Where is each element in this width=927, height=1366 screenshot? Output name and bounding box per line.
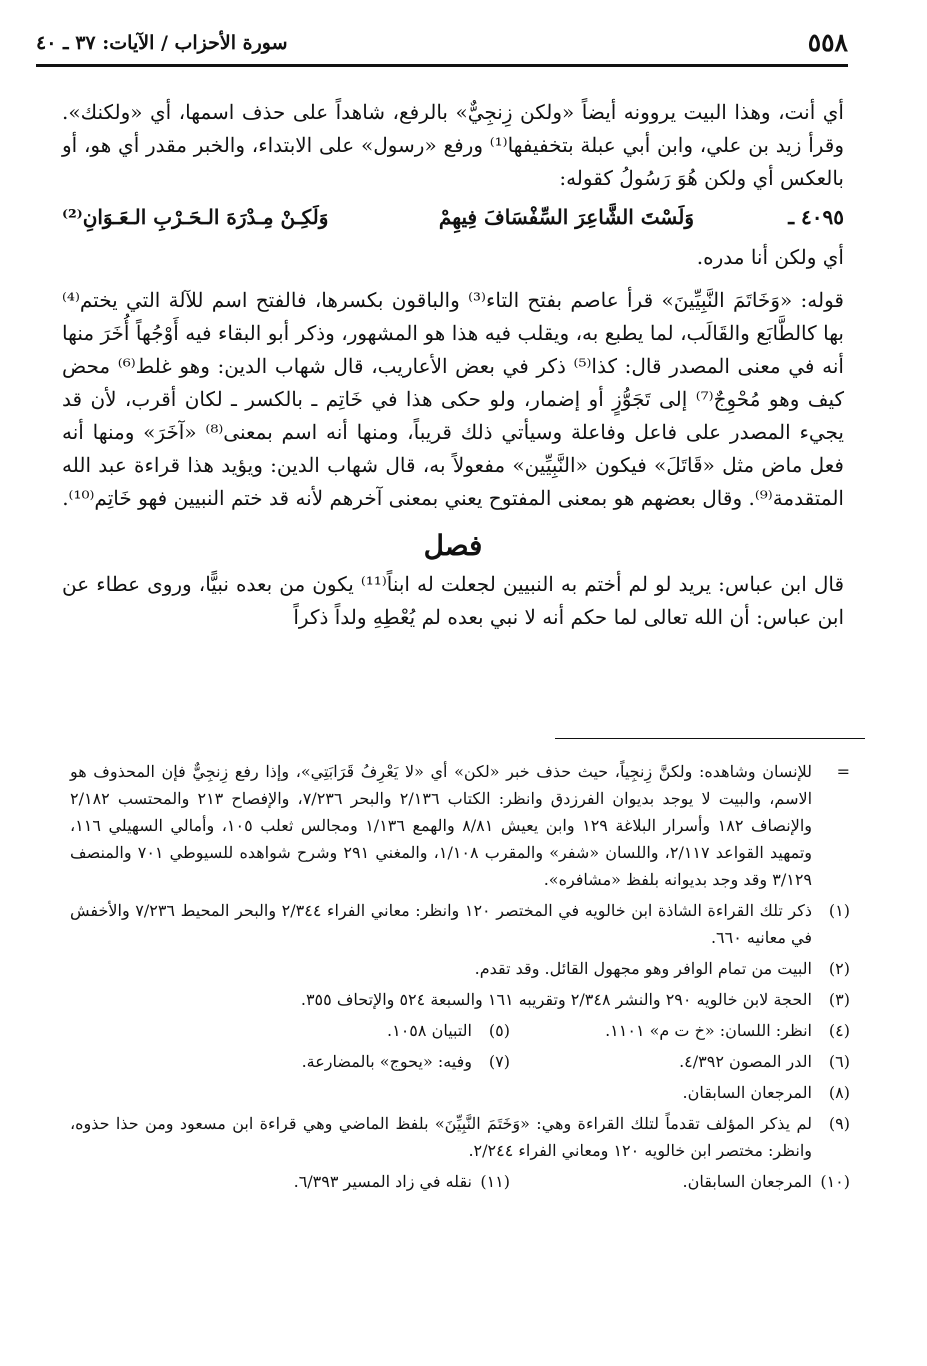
footnote-mark: (١) bbox=[828, 901, 850, 920]
footnote-text: للإنسان وشاهده: ولكنَّ زِنجِياً، حيث حذف خبر «لكن» أي «لا يَعْرِفُ قَرَابَتِي»، وإذا رفع زِنجِيٌّ فإن المحذوف هو الاسم، والبيت لا يوجد بديوان الفرزدق وانظر: الكتاب ٢/١٣٦ والبحر ٧/٢٣٦، والإفصاح ٢١٣ والمحتسب ٢/١٨٢ والإنصاف ١٨٢ وأسرار البلاغة ١٢٩ وابن يعيش ٨/٨١ والهمع ١/١٣٦ ومجالس ثعلب ١٠٥، وأمالي السهيلي ١١٦، وتمهيد القواعد ٢/١١٧، واللسان «شفر» والمقرب ١/١٠٨، والمغني ٢٩١ وشرح شواهده للسيوطي ٧٠١ والمنصف ٣/١٢٩ وقد وجد بديوانه بلفظ «مشافره». bbox=[70, 762, 813, 889]
footnote-continuation bbox=[70, 758, 850, 893]
footnote-item bbox=[70, 897, 850, 951]
footnote-item bbox=[70, 1079, 850, 1106]
footnote-item bbox=[70, 955, 850, 982]
footnote-item bbox=[510, 1048, 850, 1075]
footnote-item bbox=[302, 1048, 510, 1075]
footnote-text: لم يذكر المؤلف تقدماً لتلك القراءة وهي: «وَخَتَمَ النَّبِيِّنَ» بلفظ الماضي وهي قراءة ابن مسعود ومن حذا حذوه، وانظر: مختصر ابن خالويه ١٢٠ ومعاني الفراء ٢/٢٤٤. bbox=[70, 1114, 812, 1160]
footnote-text: الدر المصون ٤/٣٩٢. bbox=[679, 1052, 812, 1071]
footnote-mark: (٩) bbox=[828, 1114, 850, 1133]
footnote-text: المرجعان السابقان. bbox=[682, 1172, 812, 1191]
footnote-row bbox=[70, 1168, 850, 1195]
verse-hemistich-second: وَلَكِـنْ مِـدْرَهَ الـحَـرْبِ الـعَـوَانِ⁽²⁾ bbox=[62, 205, 329, 229]
footnote-mark: (٧) bbox=[488, 1052, 510, 1071]
footnote-mark: (١١) bbox=[480, 1172, 510, 1191]
footnote-mark: (٣) bbox=[828, 990, 850, 1009]
running-head: سورة الأحزاب / الآيات: ٣٧ ـ ٤٠ bbox=[36, 32, 288, 54]
footnote-text: نقله في زاد المسير ٦/٣٩٣. bbox=[293, 1172, 472, 1191]
footnote-text: المرجعان السابقان. bbox=[682, 1083, 812, 1102]
footnote-mark: (١٠) bbox=[820, 1172, 850, 1191]
footnote-item bbox=[294, 1168, 510, 1195]
poetry-verse bbox=[62, 201, 844, 241]
verse-number: ٤٠٩٥ ـ bbox=[788, 205, 844, 229]
footnote-divider bbox=[555, 738, 865, 739]
footnote-mark: (٨) bbox=[828, 1083, 850, 1102]
footnote-text: انظر: اللسان: «خ ت م» ١١٠١. bbox=[605, 1021, 812, 1040]
footnote-mark: (٤) bbox=[828, 1021, 850, 1040]
verse-gloss: أي ولكن أنا مدره. bbox=[696, 245, 844, 269]
footnote-mark: = bbox=[836, 762, 850, 781]
footnote-item bbox=[70, 1110, 850, 1164]
page-header bbox=[36, 28, 848, 64]
paragraph-1: أي أنت، وهذا البيت يروونه أيضاً «ولكن زِنجِيٌّ» بالرفع، شاهداً على حذف اسمها، أي «ولكنك». وقرأ زيد بن علي، وابن أبي عبلة بتخفيفها⁽¹⁾ ورفع «رسول» على الابتداء، والخبر مقدر أي هو، أو بالعكس أي ولكن هُوَ رَسُولُ كقوله: bbox=[62, 100, 845, 190]
footnote-row bbox=[70, 1048, 850, 1075]
footnote-item bbox=[510, 1017, 850, 1044]
verse-hemistich-first: وَلَسْتَ الشَّاعِرَ السِّفْسَافَ فِيهِمْ bbox=[438, 205, 694, 229]
section-heading: فصل bbox=[423, 529, 483, 562]
footnotes bbox=[70, 758, 850, 1199]
footnote-mark: (٥) bbox=[488, 1021, 510, 1040]
footnote-text: ذكر تلك القراءة الشاذة ابن خالويه في المختصر ١٢٠ وانظر: معاني الفراء ٢/٣٤٤ والبحر المحيط ٧/٢٣٦ والأخفش في معانيه ٦٦٠. bbox=[70, 901, 812, 947]
footnote-text: وفيه: «يحوج» بالمضارعة. bbox=[301, 1052, 472, 1071]
paragraph-3: قال ابن عباس: يريد لو لم أختم به النبيين لجعلت له ابناً⁽¹¹⁾ يكون من بعده نبيًّا، وروى عطاء عن ابن عباس: أن الله تعالى لما حكم أنه لا نبي بعده لم يُعْطِهِ ولداً ذكراً bbox=[62, 572, 845, 629]
footnote-text: البيت من تمام الوافر وهو مجهول القائل. وقد تقدم. bbox=[474, 959, 812, 978]
main-text bbox=[62, 96, 844, 634]
footnote-mark: (٢) bbox=[828, 959, 850, 978]
footnote-mark: (٦) bbox=[828, 1052, 850, 1071]
footnote-text: الحجة لابن خالويه ٢٩٠ والنشر ٢/٣٤٨ وتقريبه ١٦١ والسبعة ٥٢٤ والإتحاف ٣٥٥. bbox=[300, 990, 812, 1009]
page-number: ٥٥٨ bbox=[807, 28, 848, 57]
footnote-item bbox=[387, 1017, 510, 1044]
footnote-item bbox=[70, 986, 850, 1013]
footnote-row bbox=[70, 1017, 850, 1044]
paragraph-2: قوله: «وَخَاتَمَ النَّبِيِّينَ» قرأ عاصم بفتح التاء⁽³⁾ والباقون بكسرها، فالفتح اسم للآلة التي يختم⁽⁴⁾ بها كالطَّابَع والقَالَب، لما يطبع به، ويقلب فيه هذا هو المشهور، وذكر أبو البقاء فيه أَوْجُهاً أُخَرَ منها أنه في معنى المصدر قال: كذا⁽⁵⁾ ذكر في بعض الأعاريب، قال شهاب الدين: وهو غلط⁽⁶⁾ محض كيف وهو مُحْوِجٌ⁽⁷⁾ إلى تَجَوُّزٍ أو إضمار، ولو حكى هذا في خَاتِم ـ بالكسر ـ لكان أقرب، لأن قد يجيء المصدر على فاعل وفاعلة وسيأتي ذلك قريباً، ومنها أنه اسم بمعنى⁽⁸⁾ «آخَرَ» ومنها أنه فعل ماض مثل «قَاتَلَ» فيكون «النَّبِيِّين» مفعولاً به، قال شهاب الدين: ويؤيد هذا قراءة عبد الله المتقدمة⁽⁹⁾. وقال بعضهم هو بمعنى المفتوح يعني بمعنى آخرهم لأنه قد ختم النبيين فهو خَاتِم⁽¹⁰⁾. bbox=[62, 288, 845, 510]
header-rule bbox=[36, 64, 848, 67]
footnote-text: التبيان ١٠٥٨. bbox=[387, 1021, 472, 1040]
footnote-item bbox=[510, 1168, 850, 1195]
